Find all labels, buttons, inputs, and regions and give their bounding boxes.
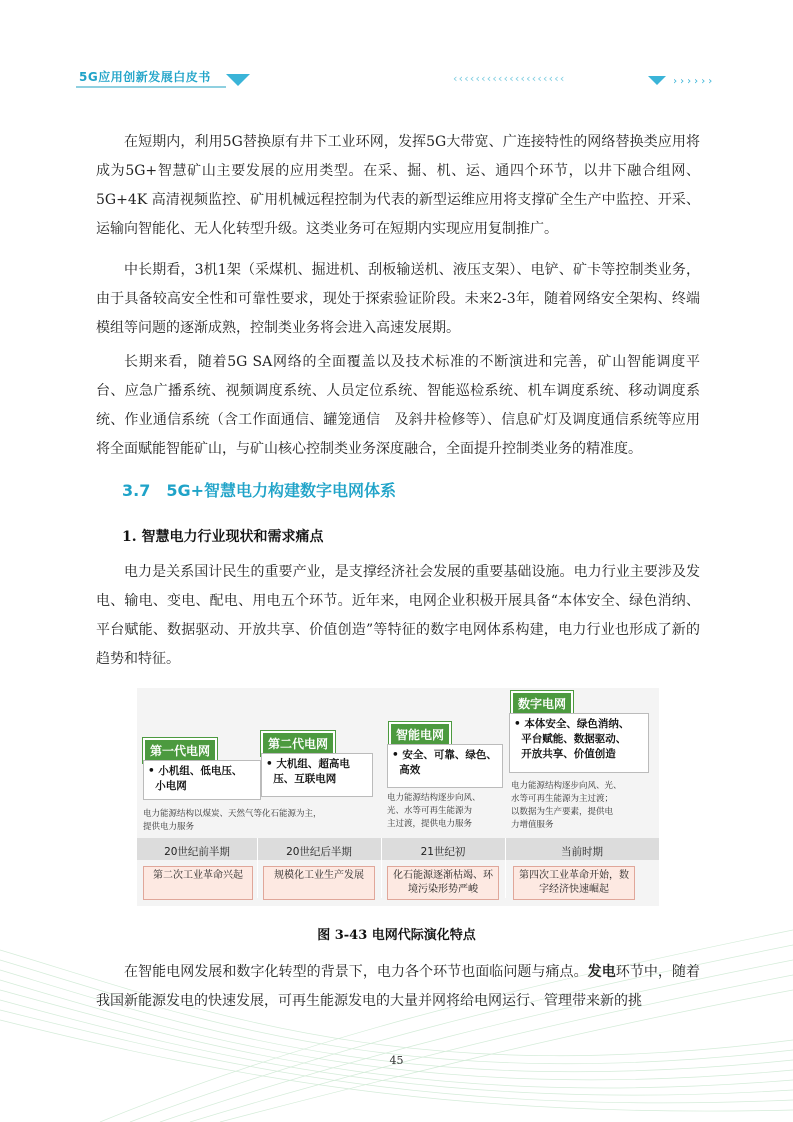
header-small-triangle-icon xyxy=(648,76,666,85)
paragraph-mid-term: 中长期看，3机1架（采煤机、掘进机、刮板输送机、液压支架）、电铲、矿卡等控制类业务，由于具备较高安全性和可靠性要求，现处于探索验证阶段。未来2-3年，随着网络安全架构、终端模组等问题的逐渐成熟，控制类业务将会进入高速发展期。 xyxy=(96,262,700,336)
stage-tag-3: 智能电网 xyxy=(389,722,451,747)
stage-tag-1: 第一代电网 xyxy=(143,738,217,763)
section-title: 3.7 5G+智慧电力构建数字电网体系 xyxy=(122,481,397,500)
figure-caption: 图 3-43 电网代际演化特点 xyxy=(317,928,476,943)
header-dots-pattern: ›››››› xyxy=(672,76,715,87)
event-box-4: 第四次工业革命开始，数字经济快速崛起 xyxy=(513,866,635,900)
header-title: 5G应用创新发展白皮书 xyxy=(79,70,211,84)
stage-card-4: • 本体安全、绿色消纳、 平台赋能、数据驱动、 开放共享、价值创造 xyxy=(509,713,649,773)
paragraph-generation-text-a: 在智能电网发展和数字化转型的背景下，电力各个环节也面临问题与痛点。 xyxy=(124,964,588,980)
stage-tag-4: 数字电网 xyxy=(511,691,573,716)
period-label-4: 当前时期 xyxy=(561,846,603,858)
stage-card-3: • 安全、可靠、绿色、 高效 xyxy=(387,744,503,788)
header-underline xyxy=(76,86,226,88)
header-chevron-pattern: ‹‹‹‹‹‹‹‹‹‹‹‹‹‹‹‹‹‹‹‹ xyxy=(452,72,565,85)
paragraph-generation-text-b: 环节中，随着我国新能源发电的快速发展，可再生能源发电的大量并网将给电网运行、管理带来新的挑 xyxy=(96,964,701,1009)
event-box-2: 规模化工业生产发展 xyxy=(263,866,375,900)
page-number: 45 xyxy=(389,1054,404,1067)
paragraph-generation-bold: 发电 xyxy=(587,964,616,980)
grid-evolution-figure xyxy=(137,688,659,906)
paragraph-long-term: 长期来看，随着5G SA网络的全面覆盖以及技术标准的不断演进和完善，矿山智能调度平台、应急广播系统、视频调度系统、人员定位系统、智能巡检系统、机车调度系统、移动调度系统、作业通信系统（含工作面通信、罐笼通信 及斜井检修等）、信息矿灯及调度通信系统等应用将全面赋能智能矿山，与矿山核心控制类业务深度融合，全面提升控制类业务的精准度。 xyxy=(96,354,700,457)
stage-note-1: 电力能源结构以煤炭、天然气等化石能源为主， 提供电力服务 xyxy=(143,808,383,834)
period-label-2: 20世纪后半期 xyxy=(286,846,352,858)
paragraph-power-industry: 电力是关系国计民生的重要产业，是支撑经济社会发展的重要基础设施。电力行业主要涉及发电、输电、变电、配电、用电五个环节。近年来，电网企业积极开展具备“本体安全、绿色消纳、平台赋能、数据驱动、开放共享、价值创造”等特征的数字电网体系构建，电力行业也形成了新的趋势和特征。 xyxy=(96,564,700,667)
event-box-3: 化石能源逐渐枯竭、环境污染形势严峻 xyxy=(387,866,499,900)
period-label-3: 21世纪初 xyxy=(420,846,466,858)
period-label-1: 20世纪前半期 xyxy=(164,846,230,858)
paragraph-short-term: 在短期内，利用5G替换原有井下工业环网，发挥5G大带宽、广连接特性的网络替换类应用将成为5G+智慧矿山主要发展的应用类型。在采、掘、机、运、通四个环节，以井下融合组网、5G+4K 高清视频监控、矿用机械远程控制为代表的新型运维应用将支撑矿全生产中监控、开采、运输向智能化、无人化转型升级。这类业务可在短期内实现应用复制推广。 xyxy=(96,134,700,237)
stage-tag-2: 第二代电网 xyxy=(261,731,335,756)
stage-note-4: 电力能源结构逐步向风、光、 水等可再生能源为主过渡； 以数据为生产要素，提供电 力增值服务 xyxy=(511,780,657,832)
stage-card-1: • 小机组、低电压、 小电网 xyxy=(143,760,261,800)
subsection-title: 1. 智慧电力行业现状和需求痛点 xyxy=(122,529,324,545)
header-triangle-icon xyxy=(226,74,250,86)
stage-card-2: • 大机组、超高电 压、互联电网 xyxy=(261,753,373,797)
event-box-1: 第二次工业革命兴起 xyxy=(143,866,253,900)
paragraph-generation xyxy=(96,958,700,1016)
page-header xyxy=(0,62,793,92)
stage-note-3: 电力能源结构逐步向风、 光、水等可再生能源为 主过渡，提供电力服务 xyxy=(387,792,507,831)
